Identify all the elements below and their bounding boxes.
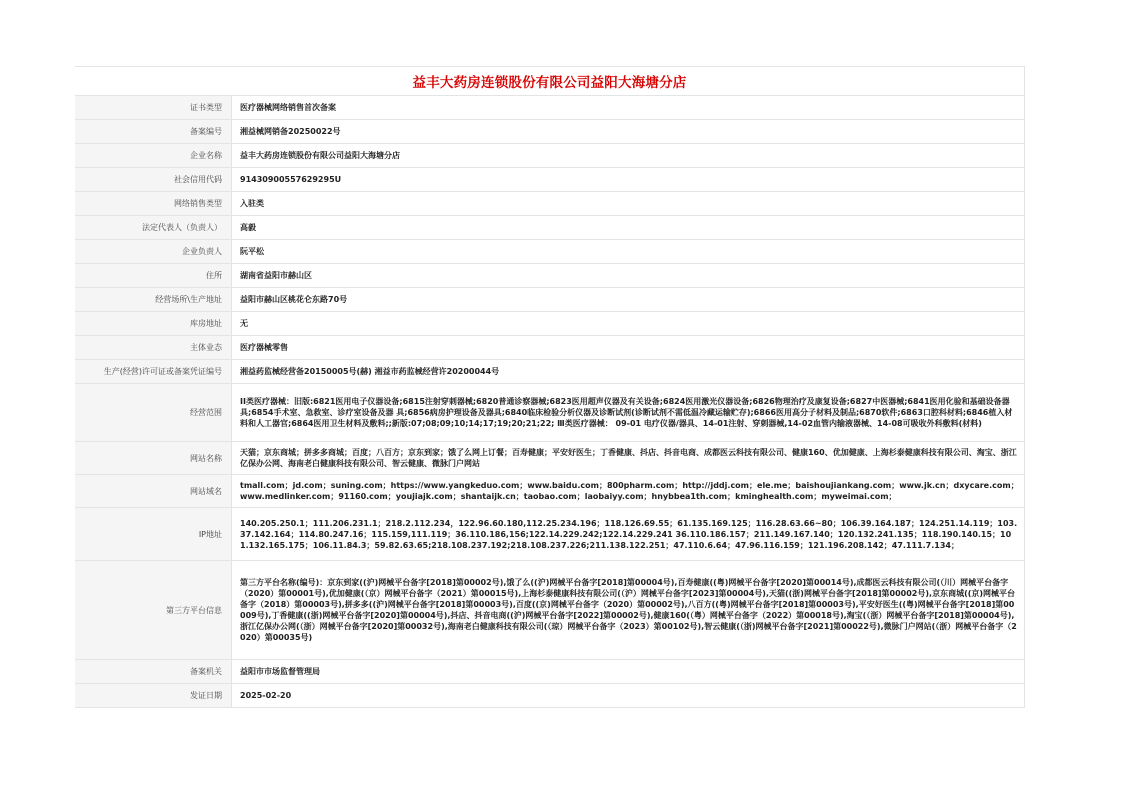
label-company-name: 企业名称 [75, 144, 232, 168]
row-filing-authority [75, 660, 1025, 684]
value-company-head: 阮平松 [232, 240, 1025, 264]
row-legal-representative [75, 216, 1025, 240]
row-business-format [75, 336, 1025, 360]
row-residence [75, 264, 1025, 288]
value-license-number: 湘益药监械经营备20150005号(赫) 湘益市药监械经营许20200044号 [232, 360, 1025, 384]
value-website-domains: tmall.com；jd.com；suning.com；https://www.yangkeduo.com；www.baidu.com；800pharm.com；http://jddj.com；ele.me；baishoujiankang.com；www.jk.cn；dxycare.com；www.medlinker.com；91160.com；youjiajk.com；shantaijk.cn；taobao.com；laobaiyy.com；hnybbea1th.com；kminghealth.com；myweimai.com； [232, 475, 1025, 508]
row-website-domains [75, 475, 1025, 508]
row-warehouse-address [75, 312, 1025, 336]
value-issue-date: 2025-02-20 [232, 684, 1025, 708]
row-business-scope [75, 384, 1025, 442]
value-third-party-platforms: 第三方平台名称(编号)：京东到家((沪)网械平台备字[2018]第00002号),饿了么((沪)网械平台备字[2018]第00004号),百寿健康((粤)网械平台备字[2020]第00014号),成都医云科技有限公司(（川）网械平台备字（2020）第00001号),优加健康(（京）网械平台备字（2021）第00015号),上海杉泰健康科技有限公司(（沪）网械平台备字[2023]第00004号),天猫((浙)网械平台备字[2018]第00002号),京东商城((京)网械平台备字（2018）第00003号),拼多多((沪)网械平台备字[2018]第00003号),百度((京)网械平台备字（2020）第00002号),八百方((粤)网械平台备字[2018]第00003号),平安好医生((粤)网械平台备字[2018]第00009号),丁香健康((浙)网械平台备字[2020]第00004号),抖店、抖音电商((沪)网械平台备字[2022]第00002号),健康160(（粤）网械平台备字（2022）第00018号),淘宝(（浙）网械平台备字[2018]第00004号),浙江亿保办公网(（浙）网械平台备字[2020]第00032号),海南老白健康科技有限公司(（琼）网械平台备字（2023）第00102号),智云健康(（浙)网械平台备字[2021]第00022号),微脉门户网站(（浙）网械平台备字（2020）第00035号) [232, 561, 1025, 660]
row-company-name [75, 144, 1025, 168]
value-sales-type: 入驻类 [232, 192, 1025, 216]
row-third-party-platforms [75, 561, 1025, 660]
label-business-scope: 经营范围 [75, 384, 232, 442]
record-sheet [75, 66, 1025, 708]
value-ip-addresses: 140.205.250.1；111.206.231.1；218.2.112.234，122.96.60.180,112.25.234.196；118.126.69.55；61.135.169.125；116.28.63.66~80；106.39.164.187；124.251.14.119；103.37.142.164；114.80.247.16；115.159,111.119；36.110.186,156;122.14.229.242;122.14.229.241 36.110.186.157；211.149.167.140；120.132.241.135；118.190.140.15；101.132.165.175；106.11.84.3；59.82.63.65;218.108.237.192;218.108.237.226;211.138.122.251；47.110.6.64；47.96.116.159；121.196.208.142；47.111.7.134； [232, 508, 1025, 561]
label-filing-authority: 备案机关 [75, 660, 232, 684]
row-issue-date [75, 684, 1025, 708]
value-business-format: 医疗器械零售 [232, 336, 1025, 360]
row-credit-code [75, 168, 1025, 192]
row-website-names [75, 442, 1025, 475]
row-filing-number [75, 120, 1025, 144]
label-certificate-type: 证书类型 [75, 96, 232, 120]
page-title: 益丰大药房连锁股份有限公司益阳大海塘分店 [412, 75, 687, 91]
row-business-address [75, 288, 1025, 312]
label-sales-type: 网络销售类型 [75, 192, 232, 216]
label-website-names: 网站名称 [75, 442, 232, 475]
record-table [75, 96, 1025, 708]
value-filing-number: 湘益械网销备20250022号 [232, 120, 1025, 144]
label-residence: 住所 [75, 264, 232, 288]
value-website-names: 天猫；京东商城；拼多多商城；百度；八百方；京东到家；饿了么网上订餐；百寿健康；平安好医生；丁香健康、抖店、抖音电商、成都医云科技有限公司、健康160、优加健康、上海杉泰健康科技有限公司、淘宝、浙江亿保办公网、海南老白健康科技有限公司、智云健康、微脉门户网站 [232, 442, 1025, 475]
label-ip-addresses: IP地址 [75, 508, 232, 561]
value-business-address: 益阳市赫山区桃花仑东路70号 [232, 288, 1025, 312]
value-filing-authority: 益阳市市场监督管理局 [232, 660, 1025, 684]
value-credit-code: 91430900557629295U [232, 168, 1025, 192]
label-license-number: 生产(经营)许可证或备案凭证编号 [75, 360, 232, 384]
row-company-head [75, 240, 1025, 264]
label-filing-number: 备案编号 [75, 120, 232, 144]
value-business-scope: II类医疗器械：旧版:6821医用电子仪器设备;6815注射穿刺器械;6820普通诊察器械;6823医用超声仪器及有关设备;6824医用激光仪器设备;6826物理治疗及康复设备;6827中医器械;6841医用化验和基础设备器具;6854手术室、急救室、诊疗室设备及器 具;6856病房护理设备及器具;6840临床检验分析仪器及诊断试剂(诊断试剂不需低温冷藏运输贮存);6866医用高分子材料及制品;6870软件;6863口腔科材料;6846植入材料和人工器官;6864医用卫生材料及敷料;;新版:07;08;09;10;14;17;19;20;21;22; Ⅲ类医疗器械： 09-01 电疗仪器/器具、14-01注射、穿刺器械,14-02血管内输液器械、14-08可吸收外科敷料(材料) [232, 384, 1025, 442]
label-business-address: 经营场所\生产地址 [75, 288, 232, 312]
label-warehouse-address: 库房地址 [75, 312, 232, 336]
label-company-head: 企业负责人 [75, 240, 232, 264]
label-third-party-platforms: 第三方平台信息 [75, 561, 232, 660]
value-residence: 湖南省益阳市赫山区 [232, 264, 1025, 288]
label-credit-code: 社会信用代码 [75, 168, 232, 192]
value-warehouse-address: 无 [232, 312, 1025, 336]
label-website-domains: 网站域名 [75, 475, 232, 508]
value-legal-representative: 高毅 [232, 216, 1025, 240]
value-company-name: 益丰大药房连锁股份有限公司益阳大海塘分店 [232, 144, 1025, 168]
title-row [75, 66, 1025, 96]
row-sales-type [75, 192, 1025, 216]
label-business-format: 主体业态 [75, 336, 232, 360]
row-license-number [75, 360, 1025, 384]
value-certificate-type: 医疗器械网络销售首次备案 [232, 96, 1025, 120]
row-ip-addresses [75, 508, 1025, 561]
label-legal-representative: 法定代表人（负责人） [75, 216, 232, 240]
label-issue-date: 发证日期 [75, 684, 232, 708]
row-certificate-type [75, 96, 1025, 120]
